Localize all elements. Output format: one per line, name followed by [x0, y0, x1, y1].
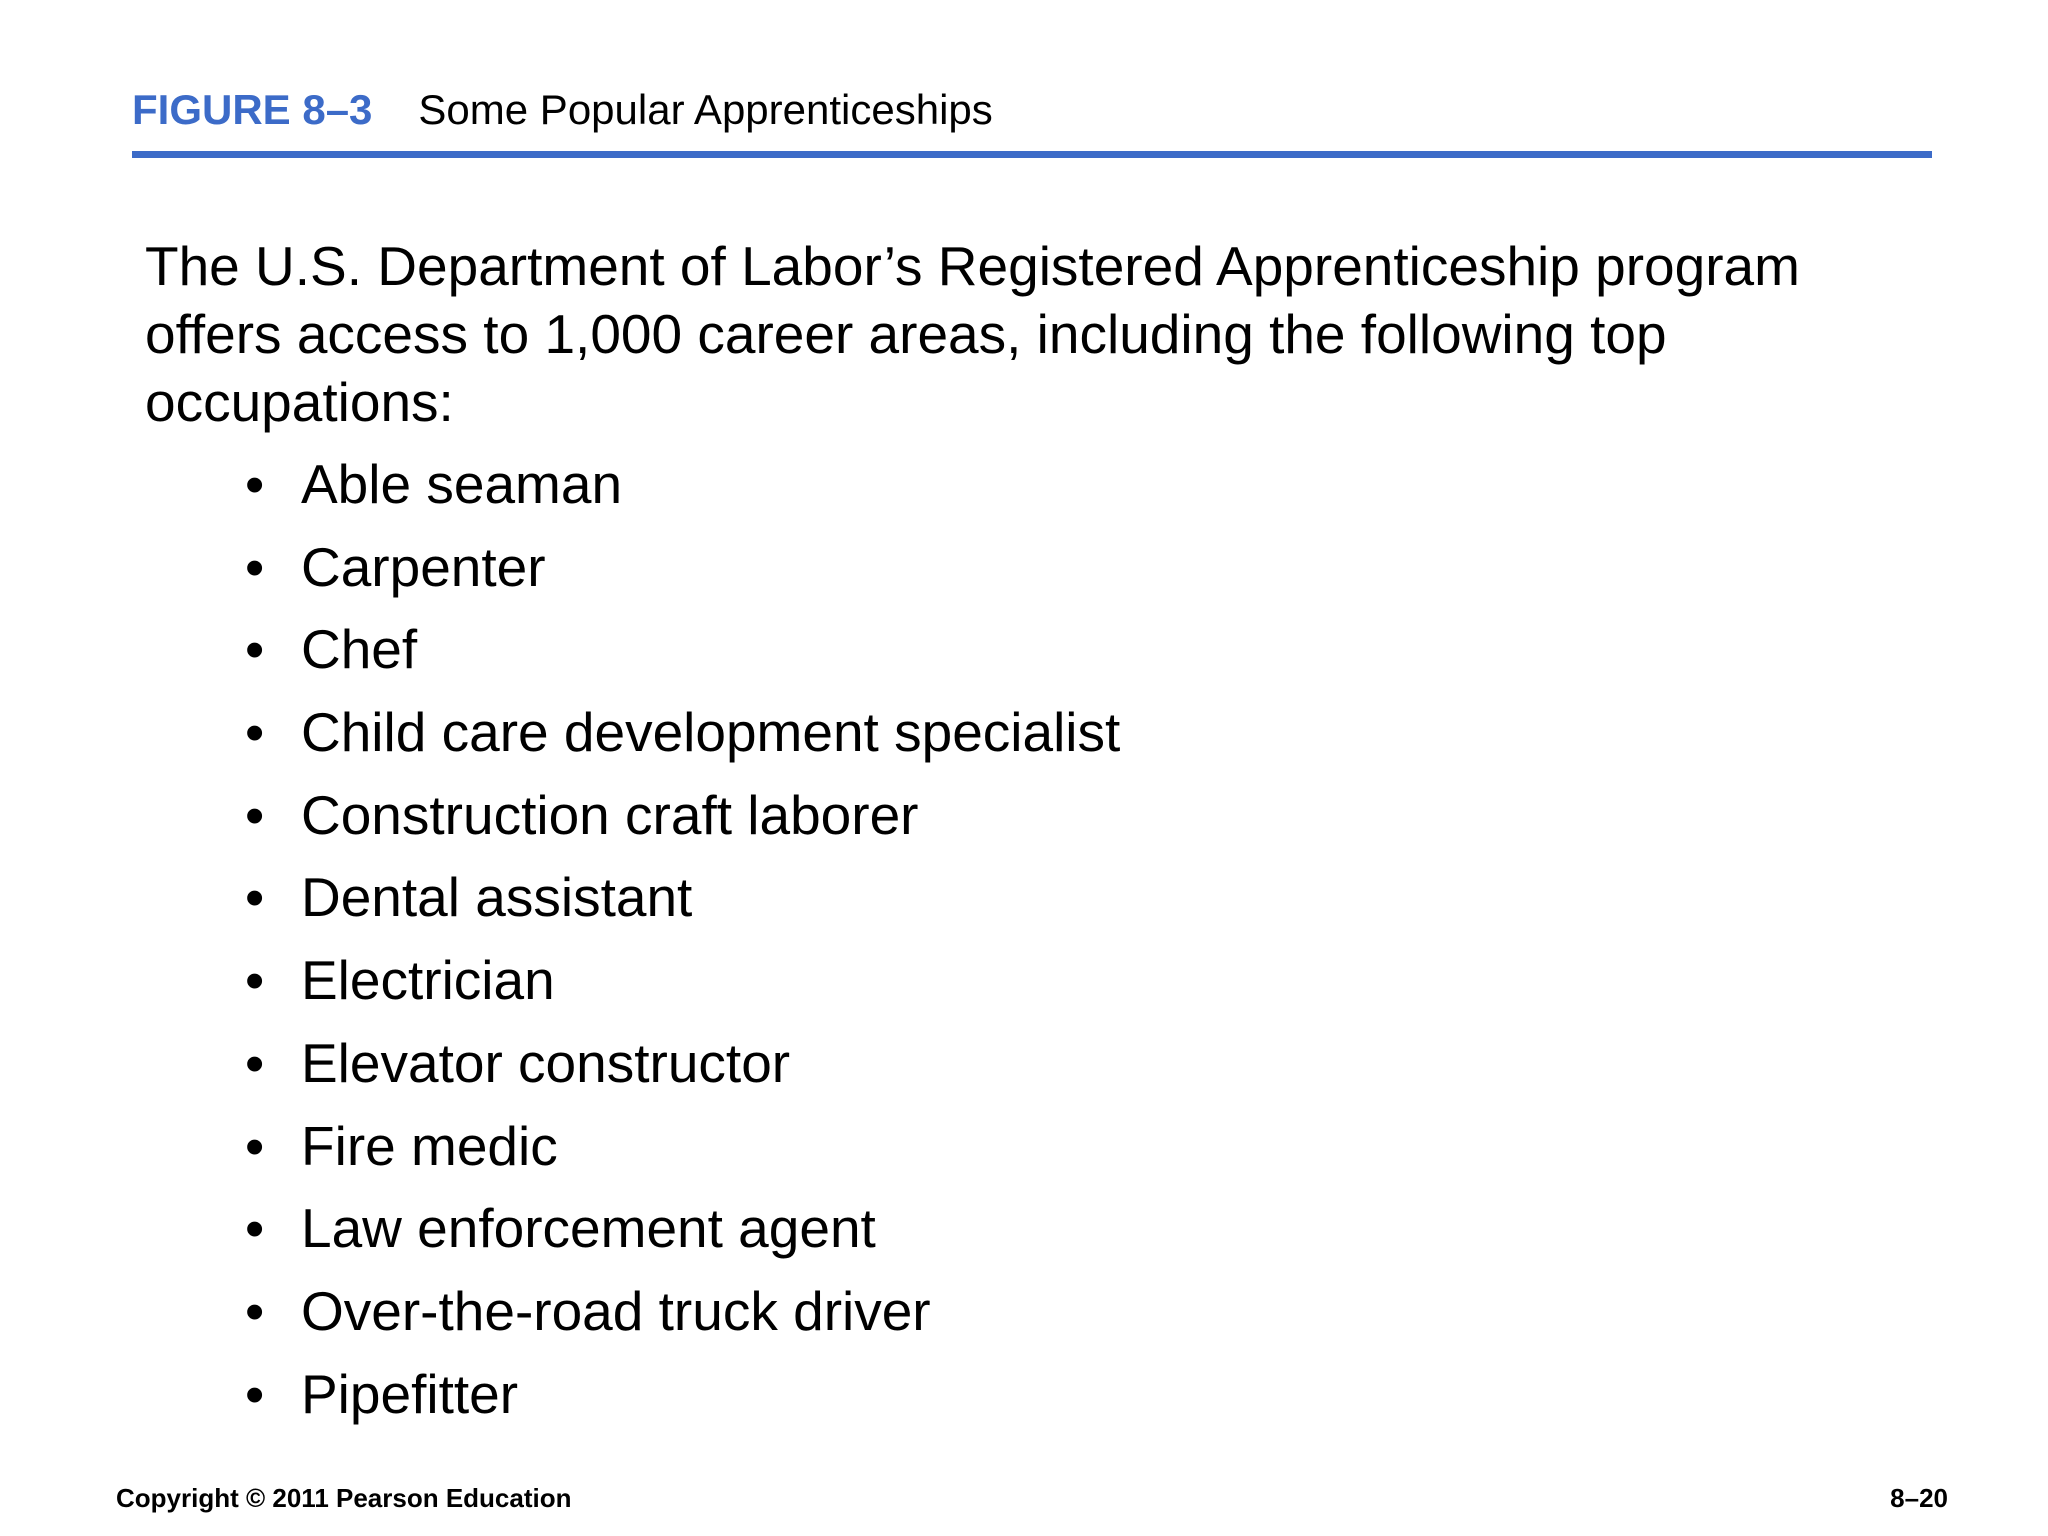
- list-item: [245, 1112, 1120, 1195]
- bullet-icon: •: [245, 949, 265, 1012]
- figure-title: Some Popular Apprenticeships: [418, 86, 993, 133]
- occupation-label: Fire medic: [301, 1114, 558, 1177]
- occupation-label: Carpenter: [301, 535, 546, 598]
- bullet-icon: •: [245, 1197, 265, 1260]
- occupation-label: Law enforcement agent: [301, 1197, 876, 1260]
- occupation-label: Dental assistant: [301, 866, 693, 929]
- occupation-label: Pipefitter: [301, 1362, 519, 1425]
- header-divider: [132, 151, 1932, 158]
- occupation-label: Child care development specialist: [301, 701, 1121, 764]
- figure-label: FIGURE 8–3: [132, 86, 373, 133]
- page-number: 8–20: [1890, 1483, 1948, 1513]
- list-item: [245, 1360, 1120, 1443]
- bullet-icon: •: [245, 453, 265, 515]
- bullet-icon: •: [245, 535, 265, 598]
- bullet-icon: •: [245, 783, 265, 846]
- bullet-icon: •: [245, 866, 265, 929]
- occupation-label: Elevator constructor: [301, 1031, 791, 1094]
- list-item: [245, 781, 1120, 864]
- occupation-label: Able seaman: [301, 453, 623, 515]
- copyright-notice: Copyright © 2011 Pearson Education: [116, 1483, 572, 1513]
- occupation-label: Chef: [301, 618, 418, 681]
- bullet-icon: •: [245, 701, 265, 764]
- bullet-icon: •: [245, 1031, 265, 1094]
- list-item: [245, 1029, 1120, 1112]
- bullet-icon: •: [245, 1279, 265, 1342]
- intro-paragraph: The U.S. Department of Labor’s Registered Apprenticeship program offers access to 1,000 career areas, including the following top occupations:: [145, 235, 1800, 433]
- list-item: [245, 863, 1120, 946]
- bullet-icon: •: [245, 1114, 265, 1177]
- list-item: [245, 946, 1120, 1029]
- occupation-label: Electrician: [301, 949, 555, 1012]
- list-item: [245, 450, 1120, 533]
- bullet-icon: •: [245, 1362, 265, 1425]
- occupation-list: [245, 450, 1120, 1442]
- list-item: [245, 1277, 1120, 1360]
- list-item: [245, 1194, 1120, 1277]
- list-item: [245, 615, 1120, 698]
- bullet-icon: •: [245, 618, 265, 681]
- occupation-label: Construction craft laborer: [301, 783, 919, 846]
- list-item: [245, 533, 1120, 616]
- list-item: [245, 698, 1120, 781]
- figure-header: [132, 82, 993, 138]
- occupation-label: Over-the-road truck driver: [301, 1279, 931, 1342]
